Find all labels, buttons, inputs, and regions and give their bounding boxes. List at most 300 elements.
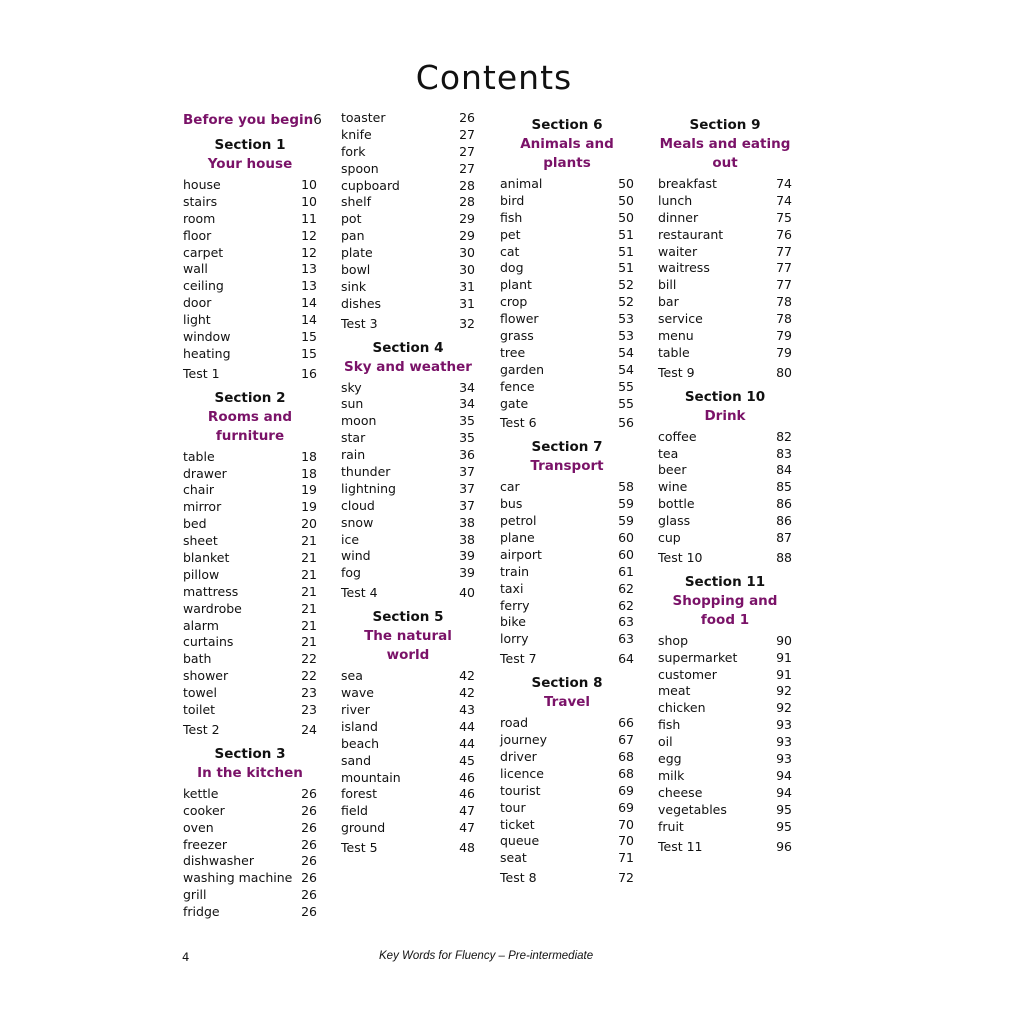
entry-page-number: 37 (459, 464, 475, 480)
entry-page-number: 16 (301, 365, 317, 381)
column-4-list (658, 115, 792, 855)
word-entry[interactable] (658, 277, 792, 294)
word-entry[interactable] (183, 668, 317, 685)
entry-word: beer (658, 462, 687, 478)
word-entry[interactable] (183, 499, 317, 516)
entry-page-number: 26 (301, 853, 317, 869)
entry-word: menu (658, 328, 694, 344)
word-entry[interactable] (658, 683, 792, 700)
entry-page-number: 77 (776, 277, 792, 293)
column-1-list (183, 135, 317, 921)
entry-page-number: 69 (618, 799, 634, 815)
word-entry[interactable] (183, 550, 317, 567)
test-entry[interactable] (341, 585, 475, 602)
entry-page-number: 21 (301, 566, 317, 582)
word-entry[interactable] (183, 651, 317, 668)
word-entry[interactable] (341, 685, 475, 702)
entry-word: egg (658, 751, 682, 767)
test-entry[interactable] (183, 366, 317, 383)
entry-word: field (341, 803, 368, 819)
entry-word: ground (341, 820, 386, 836)
word-entry[interactable] (500, 833, 634, 850)
entry-word: cat (500, 243, 520, 259)
word-entry[interactable] (341, 464, 475, 481)
entry-word: seat (500, 850, 527, 866)
entry-page-number: 84 (776, 462, 792, 478)
word-entry[interactable] (183, 482, 317, 499)
word-entry[interactable] (658, 734, 792, 751)
word-entry[interactable] (500, 715, 634, 732)
entry-page-number: 15 (301, 345, 317, 361)
entry-page-number: 26 (301, 785, 317, 801)
word-entry[interactable] (183, 837, 317, 854)
word-entry[interactable] (500, 598, 634, 615)
word-entry[interactable] (658, 345, 792, 362)
entry-page-number: 45 (459, 752, 475, 768)
entry-word: Test 10 (658, 549, 703, 565)
entry-page-number: 34 (459, 396, 475, 412)
book-title-footer: Key Words for Fluency – Pre-intermediate (379, 950, 594, 962)
word-entry[interactable] (183, 618, 317, 635)
before-you-begin-entry[interactable] (183, 110, 322, 130)
entry-word: Test 3 (341, 315, 378, 331)
entry-page-number: 31 (459, 278, 475, 294)
entry-page-number: 26 (301, 904, 317, 920)
word-entry[interactable] (183, 194, 317, 211)
word-entry[interactable] (500, 800, 634, 817)
word-entry[interactable] (500, 547, 634, 564)
entry-page-number: 34 (459, 379, 475, 395)
entry-page-number: 67 (618, 732, 634, 748)
entry-word: bike (500, 614, 526, 630)
entry-word: floor (183, 227, 212, 243)
entry-page-number: 53 (618, 311, 634, 327)
section-heading: Section 1 (214, 137, 286, 153)
word-entry[interactable] (500, 850, 634, 867)
entry-page-number: 42 (459, 668, 475, 684)
entry-word: Test 11 (658, 838, 703, 854)
word-entry[interactable] (183, 786, 317, 803)
entry-word: oven (183, 819, 214, 835)
word-entry[interactable] (658, 227, 792, 244)
entry-word: wall (183, 261, 208, 277)
word-entry[interactable] (341, 668, 475, 685)
word-entry[interactable] (183, 278, 317, 295)
entry-word: bath (183, 651, 212, 667)
topic-heading: In the kitchen (197, 764, 303, 781)
word-entry[interactable] (183, 329, 317, 346)
word-entry[interactable] (341, 753, 475, 770)
entry-page-number: 30 (459, 262, 475, 278)
word-entry[interactable] (658, 768, 792, 785)
entry-page-number: 38 (459, 531, 475, 547)
entry-page-number: 51 (618, 260, 634, 276)
word-entry[interactable] (341, 430, 475, 447)
entry-page-number: 42 (459, 685, 475, 701)
entry-page-number: 26 (301, 819, 317, 835)
word-entry[interactable] (341, 110, 475, 127)
word-entry[interactable] (658, 802, 792, 819)
word-entry[interactable] (183, 245, 317, 262)
word-entry[interactable] (500, 294, 634, 311)
entry-page-number: 63 (618, 631, 634, 647)
entry-word: star (341, 430, 366, 446)
entry-word: dog (500, 260, 524, 276)
test-entry[interactable] (658, 550, 792, 567)
entry-word: vegetables (658, 801, 727, 817)
entry-page-number: 86 (776, 496, 792, 512)
entry-page-number: 54 (618, 361, 634, 377)
entry-word: ticket (500, 816, 535, 832)
word-entry[interactable] (658, 633, 792, 650)
word-entry[interactable] (500, 614, 634, 631)
entry-page-number: 39 (459, 548, 475, 564)
word-entry[interactable] (341, 161, 475, 178)
entry-page-number: 44 (459, 735, 475, 751)
entry-page-number: 91 (776, 666, 792, 682)
word-entry[interactable] (341, 413, 475, 430)
entry-page-number: 96 (776, 838, 792, 854)
topic-heading: Meals and eating out (659, 136, 791, 171)
word-entry[interactable] (183, 466, 317, 483)
word-entry[interactable] (658, 667, 792, 684)
entry-word: mattress (183, 583, 239, 599)
entry-page-number: 94 (776, 767, 792, 783)
word-entry[interactable] (183, 853, 317, 870)
entry-word: animal (500, 176, 543, 191)
page-title: Contents (415, 58, 573, 97)
word-entry[interactable] (341, 786, 475, 803)
word-entry[interactable] (341, 565, 475, 582)
entry-page-number: 58 (618, 479, 634, 495)
word-entry[interactable] (341, 447, 475, 464)
word-entry[interactable] (658, 462, 792, 479)
entry-word: milk (658, 767, 685, 783)
word-entry[interactable] (183, 312, 317, 329)
word-entry[interactable] (183, 516, 317, 533)
word-entry[interactable] (341, 279, 475, 296)
entry-page-number: 55 (618, 378, 634, 394)
entry-word: room (183, 210, 216, 226)
word-entry[interactable] (183, 870, 317, 887)
entry-word: customer (658, 666, 717, 682)
word-entry[interactable] (500, 513, 634, 530)
word-entry[interactable] (183, 177, 317, 194)
word-entry[interactable] (500, 749, 634, 766)
entry-page-number: 93 (776, 717, 792, 733)
word-entry[interactable] (341, 296, 475, 313)
entry-page-number: 35 (459, 413, 475, 429)
entry-page-number: 29 (459, 228, 475, 244)
entry-word: pot (341, 211, 362, 227)
word-entry[interactable] (341, 548, 475, 565)
entry-word: bird (500, 192, 525, 208)
entry-page-number: 21 (301, 550, 317, 566)
entry-page-number: 10 (301, 177, 317, 192)
word-entry[interactable] (183, 346, 317, 363)
word-entry[interactable] (183, 820, 317, 837)
word-entry[interactable] (500, 260, 634, 277)
test-entry[interactable] (341, 316, 475, 333)
section-heading: Section 11 (684, 573, 766, 590)
word-entry[interactable] (341, 262, 475, 279)
word-entry[interactable] (341, 211, 475, 228)
word-entry[interactable] (183, 261, 317, 278)
word-entry[interactable] (341, 719, 475, 736)
word-entry[interactable] (658, 429, 792, 446)
word-entry[interactable] (500, 345, 634, 362)
contents-column-2 (341, 110, 475, 859)
word-entry[interactable] (183, 904, 317, 921)
word-entry[interactable] (500, 479, 634, 496)
word-entry[interactable] (500, 530, 634, 547)
word-entry[interactable] (658, 176, 792, 193)
entry-word: waiter (658, 243, 698, 259)
word-entry[interactable] (500, 328, 634, 345)
entry-word: crop (500, 294, 528, 310)
entry-page-number: 19 (301, 482, 317, 498)
word-entry[interactable] (500, 564, 634, 581)
word-entry[interactable] (658, 513, 792, 530)
test-entry[interactable] (341, 840, 475, 857)
entry-word: train (500, 563, 530, 579)
entry-word: wardrobe (183, 600, 242, 616)
word-entry[interactable] (500, 817, 634, 834)
entry-word: toaster (341, 110, 386, 125)
entry-word: mountain (341, 769, 401, 785)
entry-word: sea (341, 668, 363, 684)
word-entry[interactable] (341, 736, 475, 753)
test-entry[interactable] (500, 415, 634, 432)
word-entry[interactable] (341, 396, 475, 413)
entry-word: towel (183, 685, 217, 701)
word-entry[interactable] (500, 396, 634, 413)
word-entry[interactable] (341, 532, 475, 549)
test-entry[interactable] (183, 722, 317, 739)
entry-page-number: 20 (301, 516, 317, 532)
word-entry[interactable] (183, 803, 317, 820)
before-you-begin-page: 6 (313, 112, 322, 128)
entry-word: taxi (500, 580, 524, 596)
word-entry[interactable] (658, 479, 792, 496)
entry-word: shelf (341, 194, 371, 210)
word-entry[interactable] (658, 244, 792, 261)
entry-word: cooker (183, 802, 225, 818)
entry-page-number: 13 (301, 278, 317, 294)
word-entry[interactable] (658, 819, 792, 836)
word-entry[interactable] (658, 193, 792, 210)
entry-word: fork (341, 143, 366, 159)
entry-page-number: 44 (459, 718, 475, 734)
word-entry[interactable] (183, 584, 317, 601)
entry-word: ceiling (183, 278, 224, 294)
word-entry[interactable] (500, 766, 634, 783)
entry-page-number: 94 (776, 784, 792, 800)
entry-word: wine (658, 479, 688, 495)
word-entry[interactable] (183, 295, 317, 312)
word-entry[interactable] (341, 770, 475, 787)
entry-page-number: 43 (459, 701, 475, 717)
word-entry[interactable] (183, 702, 317, 719)
entry-word: pillow (183, 566, 220, 582)
word-entry[interactable] (183, 567, 317, 584)
entry-page-number: 72 (618, 870, 634, 886)
entry-word: tourist (500, 782, 541, 798)
entry-word: snow (341, 514, 374, 530)
entry-word: oil (658, 734, 673, 750)
entry-page-number: 82 (776, 428, 792, 444)
entry-word: lightning (341, 480, 396, 496)
entry-page-number: 55 (618, 395, 634, 411)
word-entry[interactable] (341, 702, 475, 719)
entry-page-number: 80 (776, 364, 792, 380)
entry-page-number: 47 (459, 820, 475, 836)
word-entry[interactable] (183, 211, 317, 228)
entry-page-number: 95 (776, 801, 792, 817)
word-entry[interactable] (183, 449, 317, 466)
word-entry[interactable] (183, 601, 317, 618)
topic-heading: Your house (207, 156, 293, 172)
word-entry[interactable] (500, 581, 634, 598)
entry-word: lunch (658, 192, 693, 208)
word-entry[interactable] (658, 717, 792, 734)
word-entry[interactable] (500, 227, 634, 244)
word-entry[interactable] (500, 362, 634, 379)
entry-word: kettle (183, 785, 219, 801)
word-entry[interactable] (500, 379, 634, 396)
entry-word: beach (341, 735, 380, 751)
word-entry[interactable] (500, 496, 634, 513)
section-heading: Section 6 (531, 117, 603, 133)
entry-word: licence (500, 765, 544, 781)
word-entry[interactable] (183, 887, 317, 904)
entry-word: coffee (658, 428, 697, 444)
word-entry[interactable] (658, 785, 792, 802)
test-entry[interactable] (658, 365, 792, 382)
entry-word: fridge (183, 904, 220, 920)
entry-page-number: 22 (301, 668, 317, 684)
word-entry[interactable] (183, 533, 317, 550)
word-entry[interactable] (341, 498, 475, 515)
word-entry[interactable] (341, 515, 475, 532)
section-heading: Section 4 (372, 339, 444, 356)
word-entry[interactable] (658, 650, 792, 667)
entry-word: chicken (658, 700, 706, 716)
word-entry[interactable] (341, 481, 475, 498)
entry-page-number: 31 (459, 295, 475, 311)
word-entry[interactable] (341, 194, 475, 211)
word-entry[interactable] (341, 820, 475, 837)
entry-word: window (183, 329, 231, 345)
entry-page-number: 38 (459, 514, 475, 530)
word-entry[interactable] (341, 127, 475, 144)
entry-word: bowl (341, 262, 371, 278)
word-entry[interactable] (658, 328, 792, 345)
entry-page-number: 85 (776, 479, 792, 495)
entry-page-number: 21 (301, 600, 317, 616)
entry-page-number: 79 (776, 344, 792, 360)
word-entry[interactable] (500, 783, 634, 800)
entry-word: Test 7 (500, 651, 537, 667)
test-entry[interactable] (500, 651, 634, 668)
entry-word: alarm (183, 617, 219, 633)
word-entry[interactable] (658, 530, 792, 547)
word-entry[interactable] (183, 634, 317, 651)
entry-page-number: 21 (301, 533, 317, 549)
word-entry[interactable] (500, 311, 634, 328)
topic-heading: Travel (543, 694, 591, 711)
entry-word: bed (183, 516, 207, 532)
word-entry[interactable] (500, 176, 634, 193)
word-entry[interactable] (500, 277, 634, 294)
entry-word: thunder (341, 464, 391, 480)
entry-page-number: 18 (301, 448, 317, 464)
word-entry[interactable] (341, 178, 475, 195)
entry-word: car (500, 479, 520, 495)
word-entry[interactable] (183, 685, 317, 702)
entry-page-number: 37 (459, 480, 475, 496)
column-2-list (341, 110, 475, 857)
entry-page-number: 37 (459, 497, 475, 513)
word-entry[interactable] (658, 446, 792, 463)
word-entry[interactable] (341, 228, 475, 245)
entry-word: fence (500, 378, 535, 394)
word-entry[interactable] (658, 210, 792, 227)
entry-word: wind (341, 548, 371, 564)
word-entry[interactable] (341, 380, 475, 397)
entry-word: pan (341, 228, 365, 244)
entry-page-number: 19 (301, 499, 317, 515)
entry-page-number: 46 (459, 769, 475, 785)
entry-word: heating (183, 345, 231, 361)
word-entry[interactable] (658, 700, 792, 717)
word-entry[interactable] (500, 193, 634, 210)
entry-page-number: 12 (301, 244, 317, 260)
word-entry[interactable] (658, 311, 792, 328)
word-entry[interactable] (658, 294, 792, 311)
word-entry[interactable] (658, 260, 792, 277)
entry-word: lorry (500, 631, 529, 647)
section-heading: Section 10 (684, 388, 766, 405)
entry-word: service (658, 311, 703, 327)
word-entry[interactable] (341, 144, 475, 161)
word-entry[interactable] (500, 244, 634, 261)
word-entry[interactable] (341, 245, 475, 262)
entry-page-number: 12 (301, 227, 317, 243)
word-entry[interactable] (500, 210, 634, 227)
entry-word: Test 1 (183, 365, 220, 381)
entry-word: drawer (183, 465, 227, 481)
entry-word: fruit (658, 818, 684, 834)
word-entry[interactable] (658, 751, 792, 768)
word-entry[interactable] (500, 732, 634, 749)
word-entry[interactable] (500, 631, 634, 648)
test-entry[interactable] (658, 839, 792, 856)
word-entry[interactable] (341, 803, 475, 820)
entry-word: garden (500, 361, 545, 377)
test-entry[interactable] (500, 870, 634, 887)
entry-word: spoon (341, 160, 379, 176)
word-entry[interactable] (183, 228, 317, 245)
word-entry[interactable] (658, 496, 792, 513)
entry-word: dishes (341, 295, 382, 311)
entry-page-number: 15 (301, 329, 317, 345)
entry-page-number: 48 (459, 840, 475, 856)
entry-word: cup (658, 530, 681, 546)
entry-word: road (500, 715, 529, 731)
entry-page-number: 51 (618, 226, 634, 242)
entry-word: Test 2 (183, 721, 220, 737)
